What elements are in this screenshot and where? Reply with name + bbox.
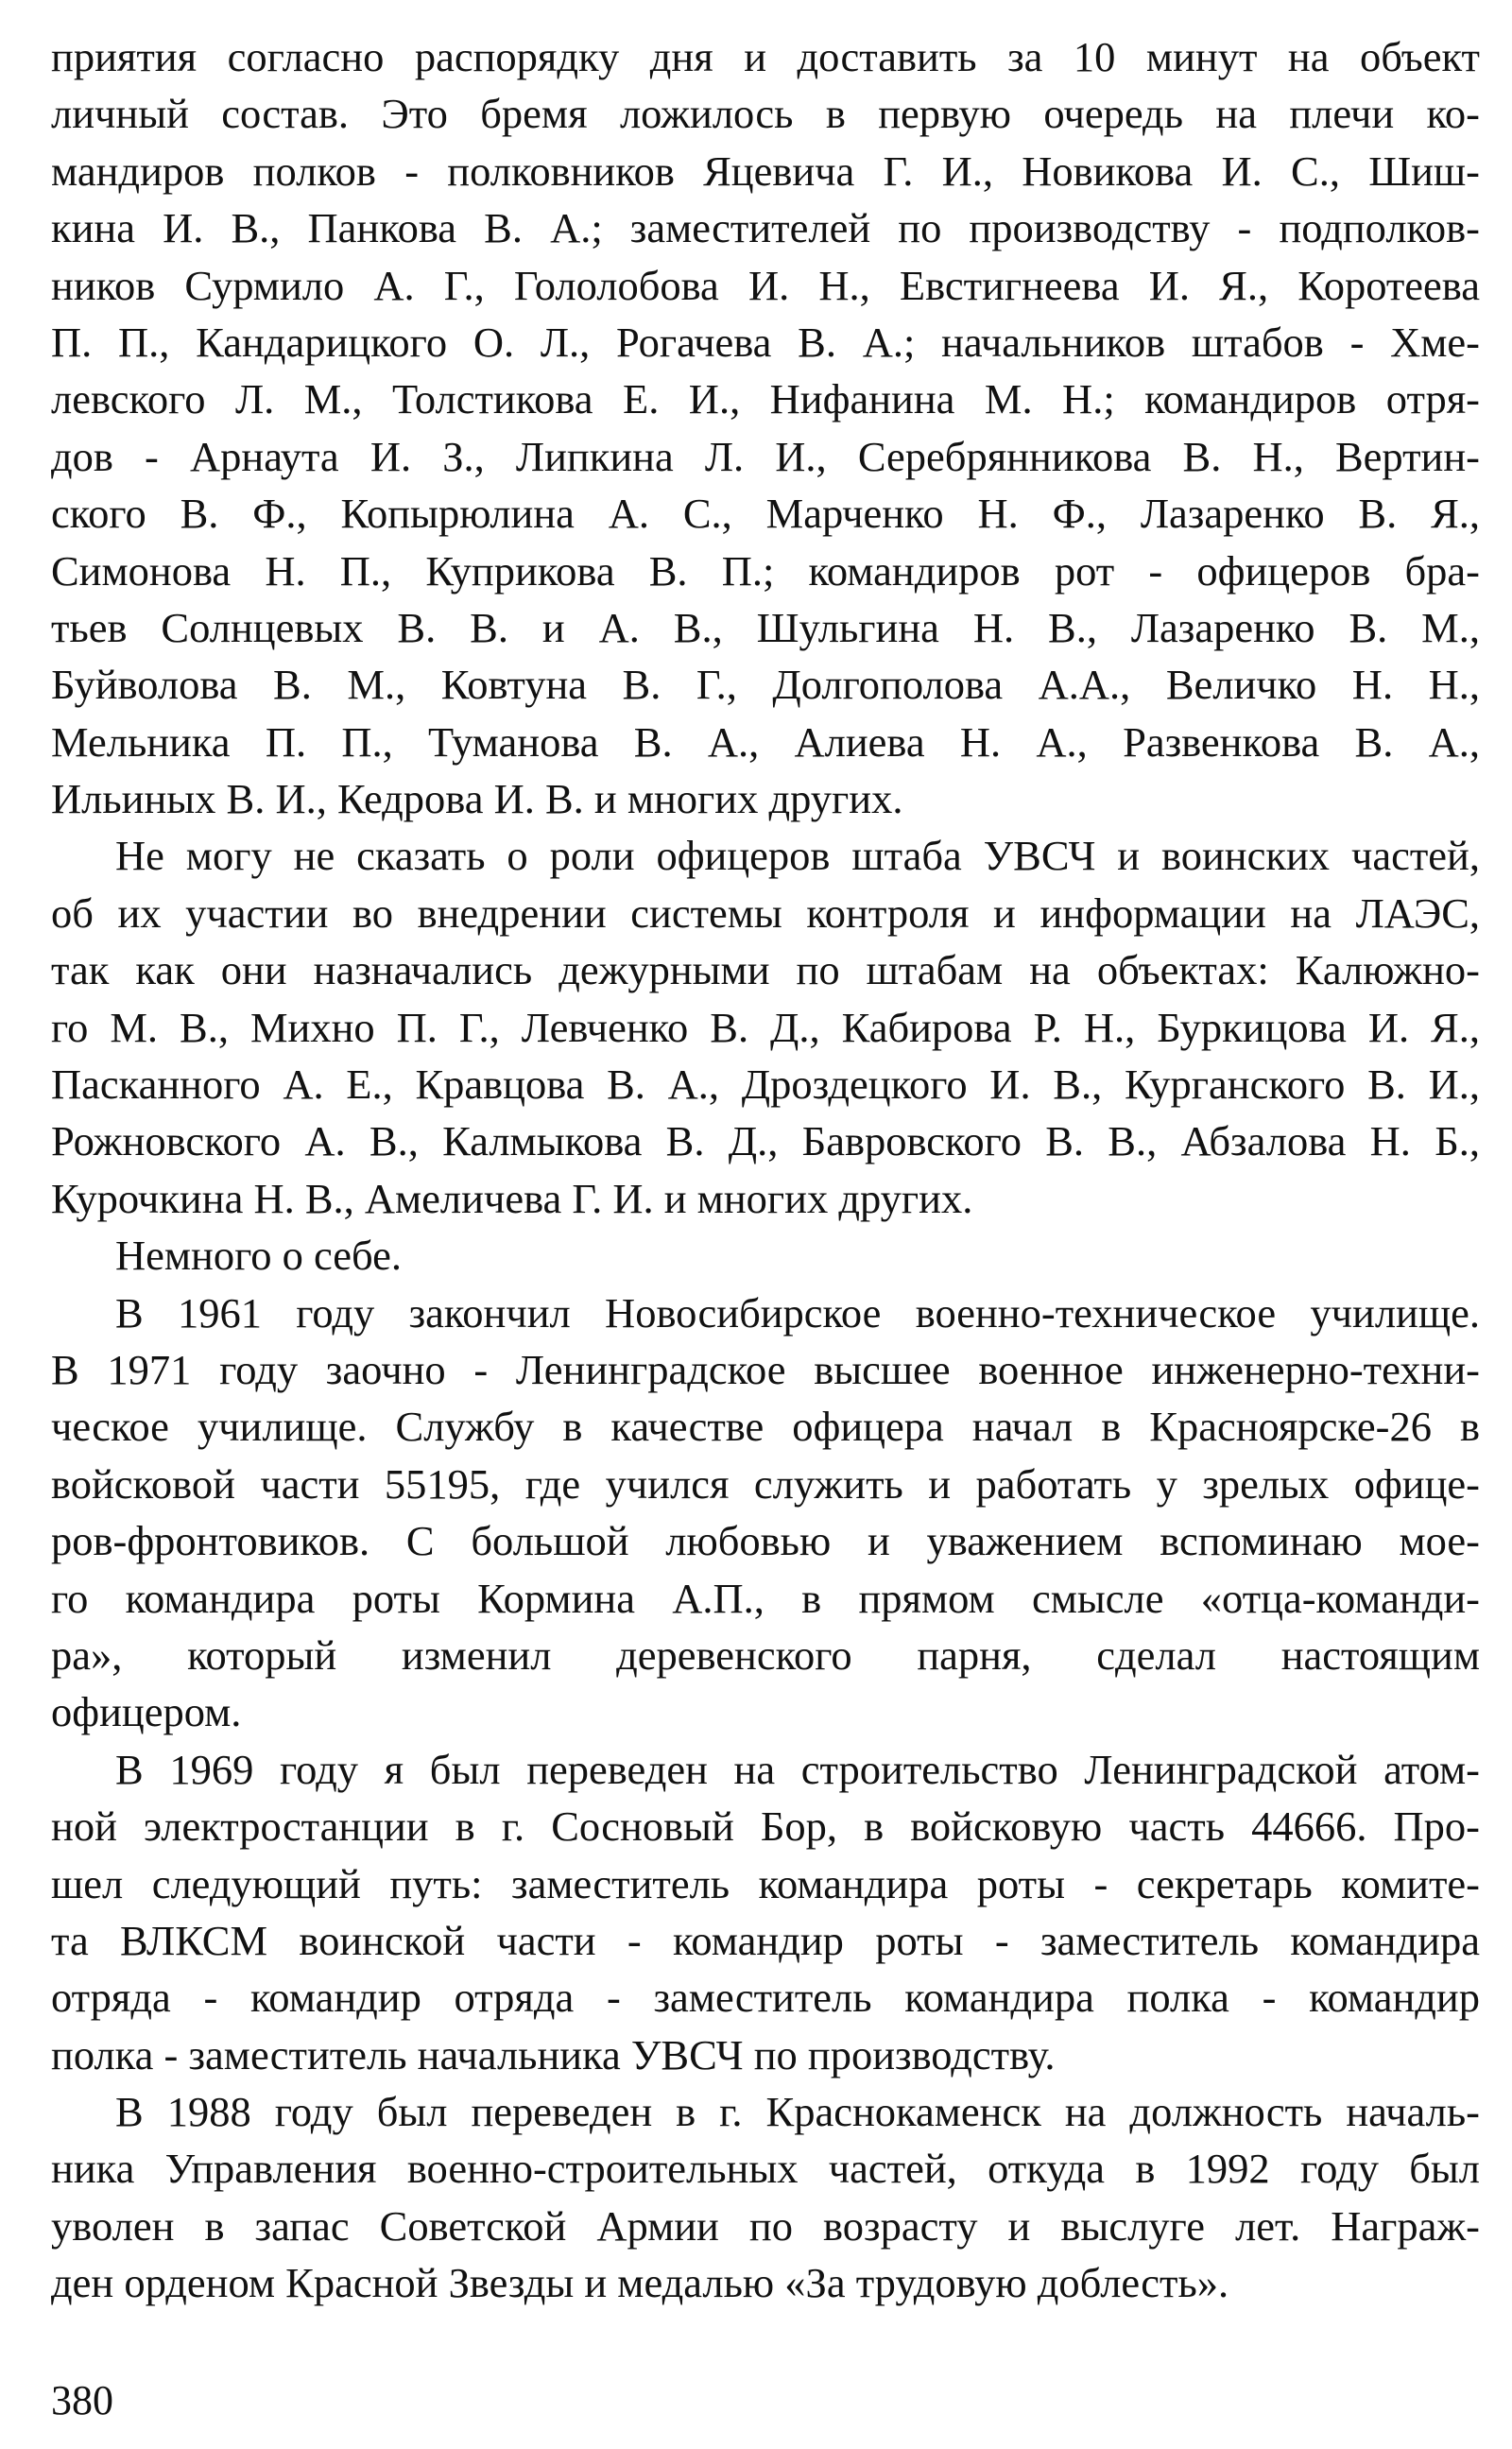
text-line: левского Л. М., Толстикова Е. И., Нифанина М. Н.; командиров отря- — [51, 375, 1480, 423]
text-line: Буйволова В. М., Ковтуна В. Г., Долгополова А.А., Величко Н. Н., — [51, 661, 1480, 709]
text-line: Не могу не сказать о роли офицеров штаба УВСЧ и воинских частей, — [115, 832, 1480, 880]
text-line: В 1988 году был переведен в г. Краснокаменск на должность началь- — [115, 2088, 1480, 2136]
text-line: мандиров полков - полковников Яцевича Г. И., Новикова И. С., Шиш- — [51, 147, 1480, 195]
text-line: ден орденом Красной Звезды и медалью «За трудовую доблесть». — [51, 2259, 1229, 2307]
text-line: офицером. — [51, 1688, 242, 1736]
text-line: ров-фронтовиков. С большой любовью и уважением вспоминаю мое- — [51, 1517, 1480, 1565]
paragraph-staff-officers — [51, 827, 1480, 1227]
paragraph-commanders-list — [51, 28, 1480, 827]
text-line: Немного о себе. — [115, 1232, 402, 1280]
text-line: Курочкина Н. В., Амеличева Г. И. и многих других. — [51, 1174, 973, 1222]
text-line: та ВЛКСМ воинской части - командир роты - заместитель командира — [51, 1916, 1480, 1964]
text-line: ра», который изменил деревенского парня, сделал настоящим — [51, 1630, 1480, 1679]
text-line: об их участии во внедрении системы контроля и информации на ЛАЭС, — [51, 888, 1480, 937]
text-line: уволен в запас Советской Армии по возрасту и выслуге лет. Награж- — [51, 2201, 1480, 2250]
text-line: шел следующий путь: заместитель командира роты - секретарь комите- — [51, 1859, 1480, 1907]
text-line: го М. В., Михно П. Г., Левченко В. Д., Кабирова Р. Н., Буркицова И. Я., — [51, 1003, 1480, 1051]
text-line: П. П., Кандарицкого О. Л., Рогачева В. А.; начальников штабов - Хме- — [51, 318, 1480, 366]
text-line: полка - заместитель начальника УВСЧ по производству. — [51, 2030, 1056, 2078]
text-line: войсковой части 55195, где учился служить и работать у зрелых офице- — [51, 1459, 1480, 1508]
paragraph-krasnokamensk — [51, 2083, 1480, 2312]
text-line: Мельника П. П., Туманова В. А., Алиева Н. А., Развенкова В. А., — [51, 717, 1480, 766]
main-text — [51, 28, 1480, 2312]
text-line: ников Сурмило А. Г., Гололобова И. Н., Евстигнеева И. Я., Коротеева — [51, 261, 1480, 309]
text-line: В 1961 году закончил Новосибирское военно-техническое училище. — [115, 1288, 1480, 1337]
text-line: ника Управления военно-строительных частей, откуда в 1992 году был — [51, 2145, 1480, 2193]
text-line: В 1969 году я был переведен на строительство Ленинградской атом- — [115, 1745, 1480, 1793]
text-line: тьев Солнцевых В. В. и А. В., Шульгина Н. В., Лазаренко В. М., — [51, 603, 1480, 651]
page-number: 380 — [51, 2377, 113, 2423]
text-line: дов - Арнаута И. З., Липкина Л. И., Серебрянникова В. Н., Вертин- — [51, 432, 1480, 480]
text-line: Пасканного А. Е., Кравцова В. А., Дроздецкого И. В., Курганского В. И., — [51, 1061, 1480, 1109]
text-line: ной электростанции в г. Сосновый Бор, в войсковую часть 44666. Про- — [51, 1802, 1480, 1851]
text-line: го командира роты Кормина А.П., в прямом смысле «отца-команди- — [51, 1574, 1480, 1622]
text-line: ческое училище. Службу в качестве офицера начал в Красноярске-26 в — [51, 1403, 1480, 1451]
text-line: ского В. Ф., Копырюлина А. С., Марченко Н. Ф., Лазаренко В. Я., — [51, 490, 1480, 538]
text-line: кина И. В., Панкова В. А.; заместителей по производству - подполков- — [51, 204, 1480, 252]
text-line: Ильиных В. И., Кедрова И. В. и многих других. — [51, 775, 903, 823]
paragraph-education — [51, 1285, 1480, 1741]
paragraph-leningrad-npp — [51, 1741, 1480, 2083]
text-line: В 1971 году заочно - Ленинградское высшее военное инженерно-техни- — [51, 1345, 1480, 1393]
text-line: Симонова Н. П., Куприкова В. П.; командиров рот - офицеров бра- — [51, 546, 1480, 595]
text-line: так как они назначались дежурными по штабам на объектах: Калюжно- — [51, 946, 1480, 994]
text-line: личный состав. Это бремя ложилось в первую очередь на плечи ко- — [51, 90, 1480, 138]
paragraph-about-self — [51, 1227, 1480, 1284]
text-line: отряда - командир отряда - заместитель командира полка - командир — [51, 1974, 1480, 2022]
text-line: Рожновского А. В., Калмыкова В. Д., Бавровского В. В., Абзалова Н. Б., — [51, 1117, 1480, 1165]
text-line: приятия согласно распорядку дня и доставить за 10 минут на объект — [51, 33, 1480, 80]
